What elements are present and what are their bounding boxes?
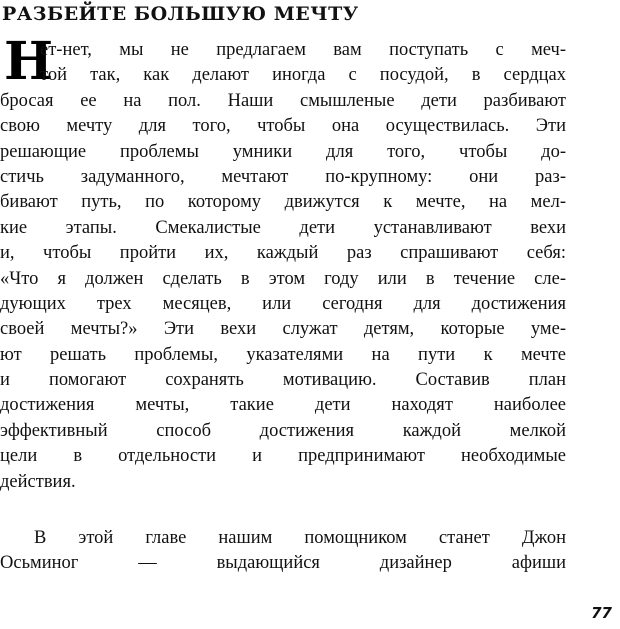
drop-cap: Н <box>4 31 54 92</box>
text-line: решающие проблемы умники для того, чтобы до- <box>0 141 566 162</box>
text-line: свою мечту для того, чтобы она осуществилась. Эти <box>0 116 566 137</box>
section-heading: РАЗБЕЙТЕ БОЛЬШУЮ МЕЧТУ <box>2 3 359 25</box>
text-line: эффективный способ достижения каждой мелкой <box>0 420 566 441</box>
text-line: стичь задуманного, мечтают по-крупному: они раз- <box>0 166 566 187</box>
page-number: 77 <box>591 604 612 622</box>
text-line: бросая ее на пол. Наши смышленые дети разбивают <box>0 90 566 111</box>
text-line: той так, как делают иногда с посудой, в сердцах <box>40 65 566 86</box>
text-line: своей мечты?» Эти вехи служат детям, которые уме- <box>0 319 566 340</box>
text-line: действия. <box>0 471 76 492</box>
text-line: цели в отдельности и предпринимают необходимые <box>0 446 566 467</box>
text-line: достижения мечты, такие дети находят наиболее <box>0 395 566 416</box>
text-line: «Что я должен сделать в этом году или в течение сле- <box>0 268 566 289</box>
text-line: В этой главе нашим помощником станет Джон <box>34 528 566 549</box>
text-line: ет-нет, мы не предлагаем вам поступать с меч- <box>40 40 566 60</box>
text-line: и, чтобы пройти их, каждый раз спрашивают себя: <box>0 243 566 264</box>
text-line: ют решать проблемы, указателями на пути к мечте <box>0 344 566 365</box>
text-line: и помогают сохранять мотивацию. Составив план <box>0 370 566 391</box>
text-line: бивают путь, по которому движутся к мечте, на мел- <box>0 192 566 213</box>
body-text <box>0 31 566 577</box>
text-line: кие этапы. Смекалистые дети устанавливают вехи <box>0 217 566 238</box>
paragraph-gap <box>0 495 566 526</box>
text-line: Осьминог — выдающийся дизайнер афиши <box>0 553 566 574</box>
text-line: дующих трех месяцев, или сегодня для достижения <box>0 293 566 314</box>
